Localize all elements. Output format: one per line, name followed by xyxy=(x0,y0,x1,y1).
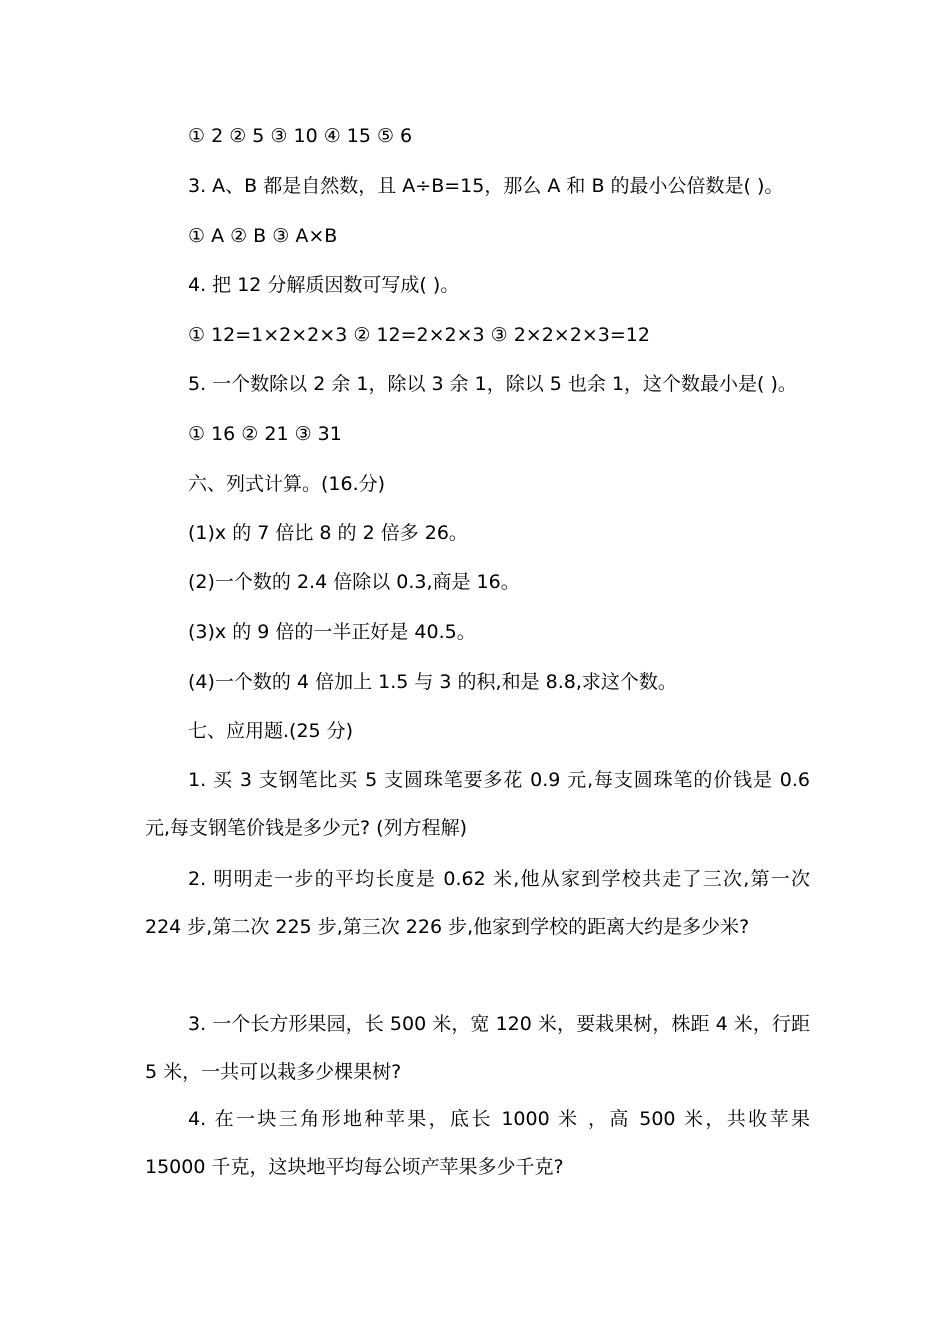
question-4: 4. 把 12 分解质因数可写成( )。 xyxy=(188,274,460,296)
choice-options-q5: ① 16 ② 21 ③ 31 xyxy=(188,423,342,445)
choice-options-q4: ① 12=1×2×2×3 ② 12=2×2×3 ③ 2×2×2×3=12 xyxy=(188,324,650,346)
question-3: 3. A、B 都是自然数，且 A÷B=15，那么 A 和 B 的最小公倍数是( )。 xyxy=(188,175,784,197)
calc-item-3: (3)x 的 9 倍的一半正好是 40.5。 xyxy=(188,621,476,643)
word-problem-2: 2. 明明走一步的平均长度是 0.62 米,他从家到学校共走了三次,第一次 224 步,第二次 225 步,第三次 226 步,他家到学校的距离大约是多少米? xyxy=(145,868,810,938)
word-problem-4: 4. 在一块三角形地种苹果，底长 1000 米 ，高 500 米，共收苹果 15000 千克，这块地平均每公顷产苹果多少千克? xyxy=(145,1108,810,1178)
calc-item-4: (4)一个数的 4 倍加上 1.5 与 3 的积,和是 8.8,求这个数。 xyxy=(188,671,677,693)
question-5: 5. 一个数除以 2 余 1，除以 3 余 1，除以 5 也余 1，这个数最小是( )。 xyxy=(188,373,797,395)
choice-options-q3: ① A ② B ③ A×B xyxy=(188,225,338,247)
calc-item-1: (1)x 的 7 倍比 8 的 2 倍多 26。 xyxy=(188,522,468,544)
section-heading-6: 六、列式计算。(16.分) xyxy=(188,473,386,495)
section-heading-7: 七、应用题.(25 分) xyxy=(188,720,354,742)
word-problem-3: 3. 一个长方形果园，长 500 米，宽 120 米，要栽果树，株距 4 米，行距 5 米，一共可以栽多少棵果树? xyxy=(145,1013,810,1083)
calc-item-2: (2)一个数的 2.4 倍除以 0.3,商是 16。 xyxy=(188,571,520,593)
choice-options-q2: ① 2 ② 5 ③ 10 ④ 15 ⑤ 6 xyxy=(188,125,413,147)
word-problem-1: 1. 买 3 支钢笔比买 5 支圆珠笔要多花 0.9 元,每支圆珠笔的价钱是 0.6 元,每支钢笔价钱是多少元? (列方程解) xyxy=(145,769,810,839)
